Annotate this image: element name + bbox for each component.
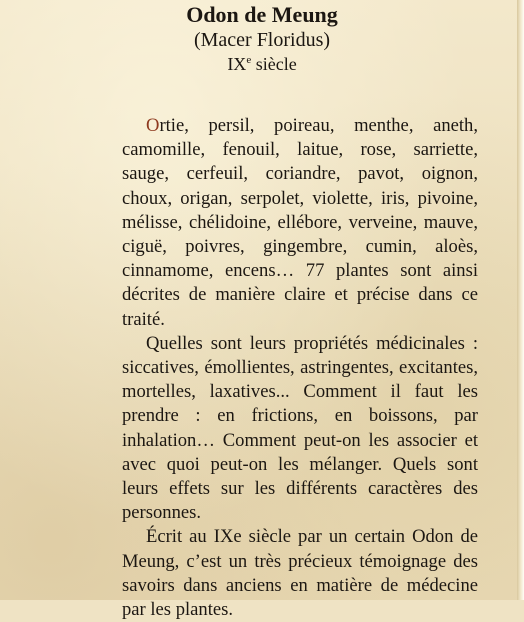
page-header bbox=[0, 2, 524, 75]
page-edge bbox=[517, 0, 524, 600]
century-numeral: IX bbox=[227, 54, 247, 74]
paragraph-plant-list-text: rtie, persil, poireau, menthe, aneth, camomille, fenouil, laitue, rose, sarriette, sauge, cerfeuil, coriandre, pavot, oignon, choux, origan, serpolet, violette, iris, pivoine, mélisse, chélidoine, ellébore, verveine, mauve, ciguë, poivres, gingembre, cumin, aloès, cinnamome, encens… 77 plantes sont ainsi décrites de manière claire et précise dans ce traité. bbox=[122, 115, 478, 330]
paragraph-plant-list bbox=[122, 114, 478, 332]
century-line bbox=[0, 53, 524, 75]
century-suffix: e bbox=[246, 54, 252, 66]
paragraph-origin: Écrit au IXe siècle par un certain Odon de Meung, c’est un très précieux témoignage des savoirs dans anciens en matière de médecine par les plantes. bbox=[122, 526, 478, 621]
century-word: siècle bbox=[255, 54, 297, 74]
author-title: Odon de Meung bbox=[186, 2, 338, 27]
paragraph-properties: Quelles sont leurs propriétés médicinales : siccatives, émollientes, astringentes, excitantes, mortelles, laxatives... Comment il faut les prendre : en frictions, en boissons, par inhalation… Comment peut-on les associer et avec quoi peut-on les mélanger. Quels sont leurs effets sur les différents caractères des personnes. bbox=[122, 332, 478, 524]
initial-letter: O bbox=[146, 115, 160, 136]
body-text bbox=[122, 114, 478, 622]
work-title: (Macer Floridus) bbox=[193, 29, 331, 51]
